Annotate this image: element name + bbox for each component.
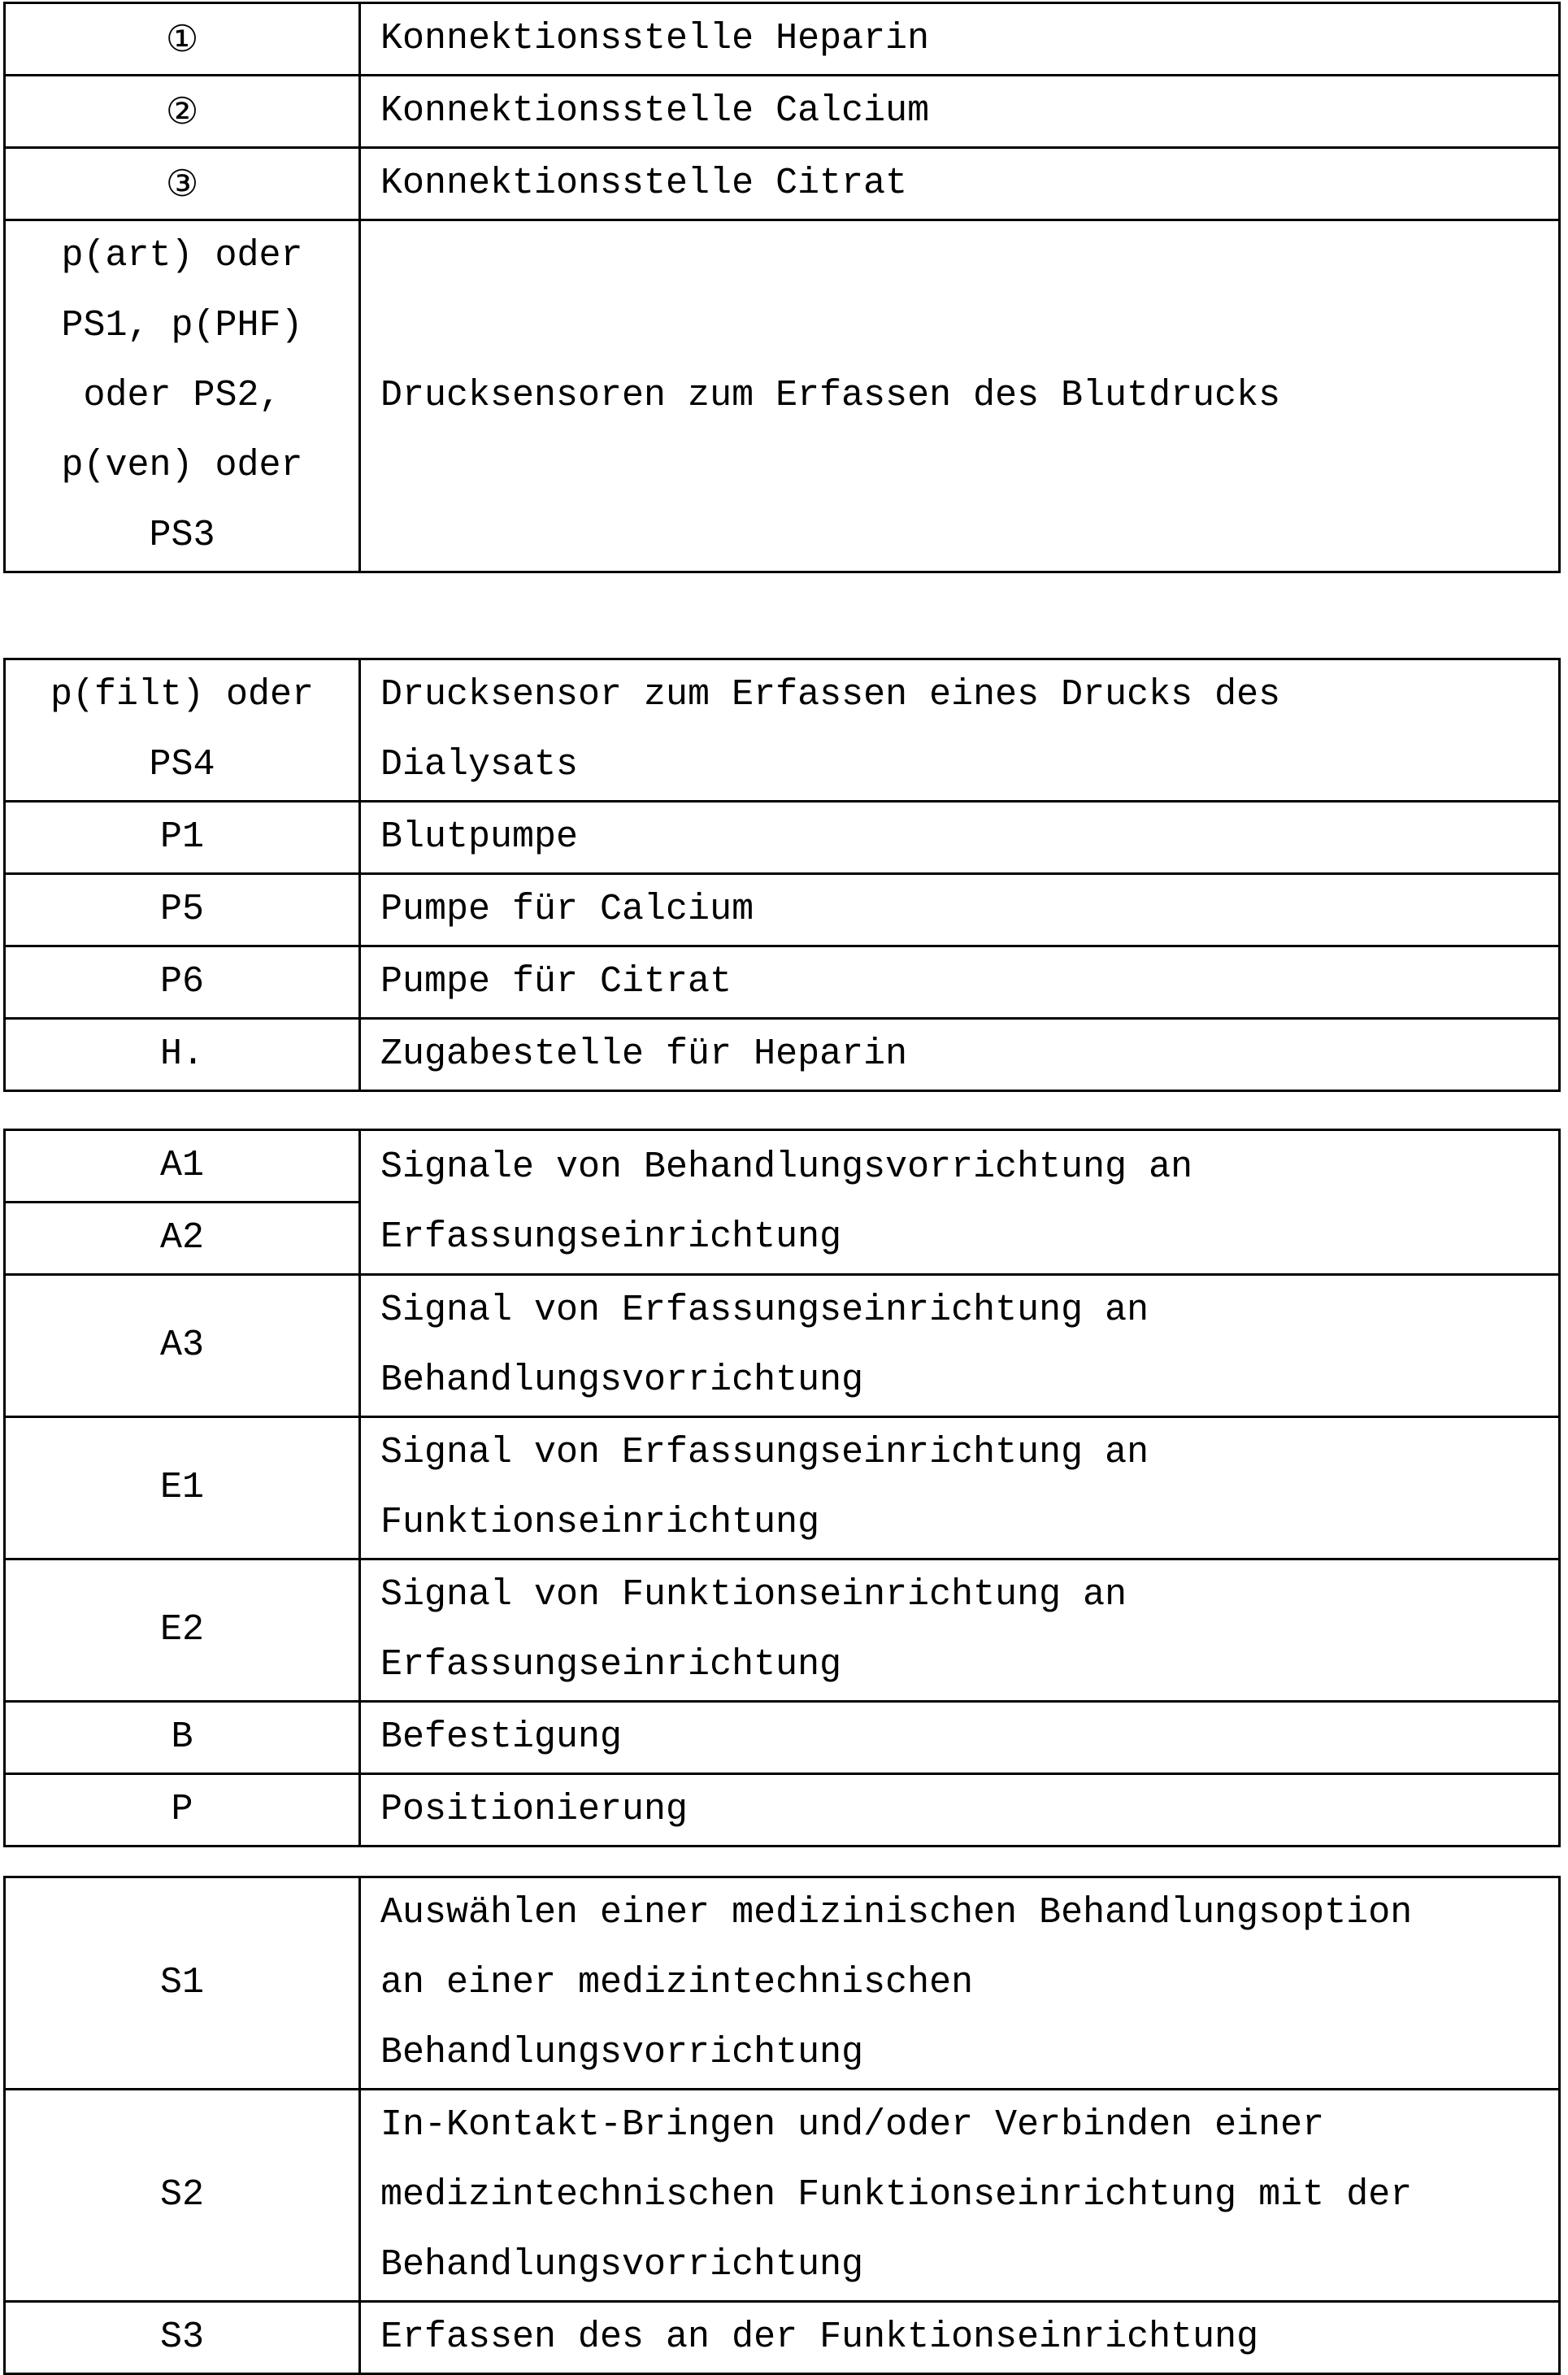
key-cell: A3 [5,1275,360,1417]
table-row [5,1559,1560,1702]
description-line: Erfassungseinrichtung [380,1216,842,1258]
description-cell: Drucksensoren zum Erfassen des Blutdrucks [360,220,1560,572]
table-row [5,802,1560,874]
description-cell: Zugabestelle für Heparin [360,1019,1560,1091]
description-line: Drucksensor zum Erfassen eines Drucks des [380,674,1281,716]
table-row [5,1417,1560,1559]
key-cell: A1 [5,1130,360,1203]
description-cell: Blutpumpe [360,802,1560,874]
description-line: Signal von Erfassungseinrichtung an [380,1432,1149,1473]
key-line: p(ven) oder [61,445,303,486]
description-cell [360,2090,1560,2302]
description-line: Behandlungsvorrichtung [380,2032,864,2073]
circled-number-3-icon: ③ [5,148,360,220]
description-line: Signal von Funktionseinrichtung an [380,1574,1127,1616]
key-line: p(art) oder [61,235,303,276]
description-line: Behandlungsvorrichtung [380,2244,864,2286]
legend-table-signals [3,1129,1561,1847]
legend-table-sensors-pumps [3,658,1561,1092]
description-line: Auswählen einer medizinischen Behandlungsoption [380,1892,1413,1933]
key-cell: S1 [5,1877,360,2090]
table-row [5,220,1560,572]
key-cell: E1 [5,1417,360,1559]
description-cell: Positionierung [360,1774,1560,1846]
key-cell [5,659,360,802]
key-cell: P5 [5,874,360,946]
description-cell: Konnektionsstelle Heparin [360,3,1560,76]
description-cell [360,1275,1560,1417]
description-line: medizintechnischen Funktionseinrichtung mit der [380,2174,1413,2216]
table-row [5,2302,1560,2374]
description-cell [360,659,1560,802]
key-line: PS3 [149,515,215,556]
table-row [5,659,1560,802]
key-line: oder PS2, [83,375,281,416]
key-cell: H. [5,1019,360,1091]
key-cell: E2 [5,1559,360,1702]
table-row [5,2090,1560,2302]
key-line: PS1, p(PHF) [61,305,303,346]
key-cell: S3 [5,2302,360,2374]
table-row [5,1019,1560,1091]
table-row [5,1702,1560,1774]
table-row [5,1774,1560,1846]
circled-number-1-icon: ① [5,3,360,76]
description-line: Behandlungsvorrichtung [380,1359,864,1401]
key-cell [5,220,360,572]
table-row [5,1130,1560,1203]
description-cell [360,1877,1560,2090]
description-cell: Pumpe für Citrat [360,946,1560,1019]
key-cell: A2 [5,1203,360,1275]
description-line: In-Kontakt-Bringen und/oder Verbinden einer [380,2104,1325,2146]
description-cell [360,1130,1560,1275]
table-row [5,1877,1560,2090]
description-cell: Befestigung [360,1702,1560,1774]
key-cell: P1 [5,802,360,874]
description-cell: Konnektionsstelle Citrat [360,148,1560,220]
description-line: Signal von Erfassungseinrichtung an [380,1290,1149,1331]
table-row [5,76,1560,148]
description-line: Dialysats [380,744,579,785]
description-line: Erfassungseinrichtung [380,1644,842,1686]
key-cell: B [5,1702,360,1774]
description-cell: Erfassen des an der Funktionseinrichtung [360,2302,1560,2374]
description-cell [360,1417,1560,1559]
key-line: PS4 [149,744,215,785]
table-row [5,3,1560,76]
key-cell: S2 [5,2090,360,2302]
description-line: Funktionseinrichtung [380,1502,820,1543]
description-line: an einer medizintechnischen [380,1962,974,2003]
table-row [5,148,1560,220]
key-cell: P [5,1774,360,1846]
key-line: p(filt) oder [50,674,315,716]
legend-table-connections [3,2,1561,573]
description-cell: Konnektionsstelle Calcium [360,76,1560,148]
description-line: Signale von Behandlungsvorrichtung an [380,1146,1193,1188]
key-cell: P6 [5,946,360,1019]
description-cell: Pumpe für Calcium [360,874,1560,946]
legend-table-steps [3,1876,1561,2375]
table-row [5,874,1560,946]
table-row [5,1275,1560,1417]
circled-number-2-icon: ② [5,76,360,148]
table-row [5,946,1560,1019]
description-cell [360,1559,1560,1702]
